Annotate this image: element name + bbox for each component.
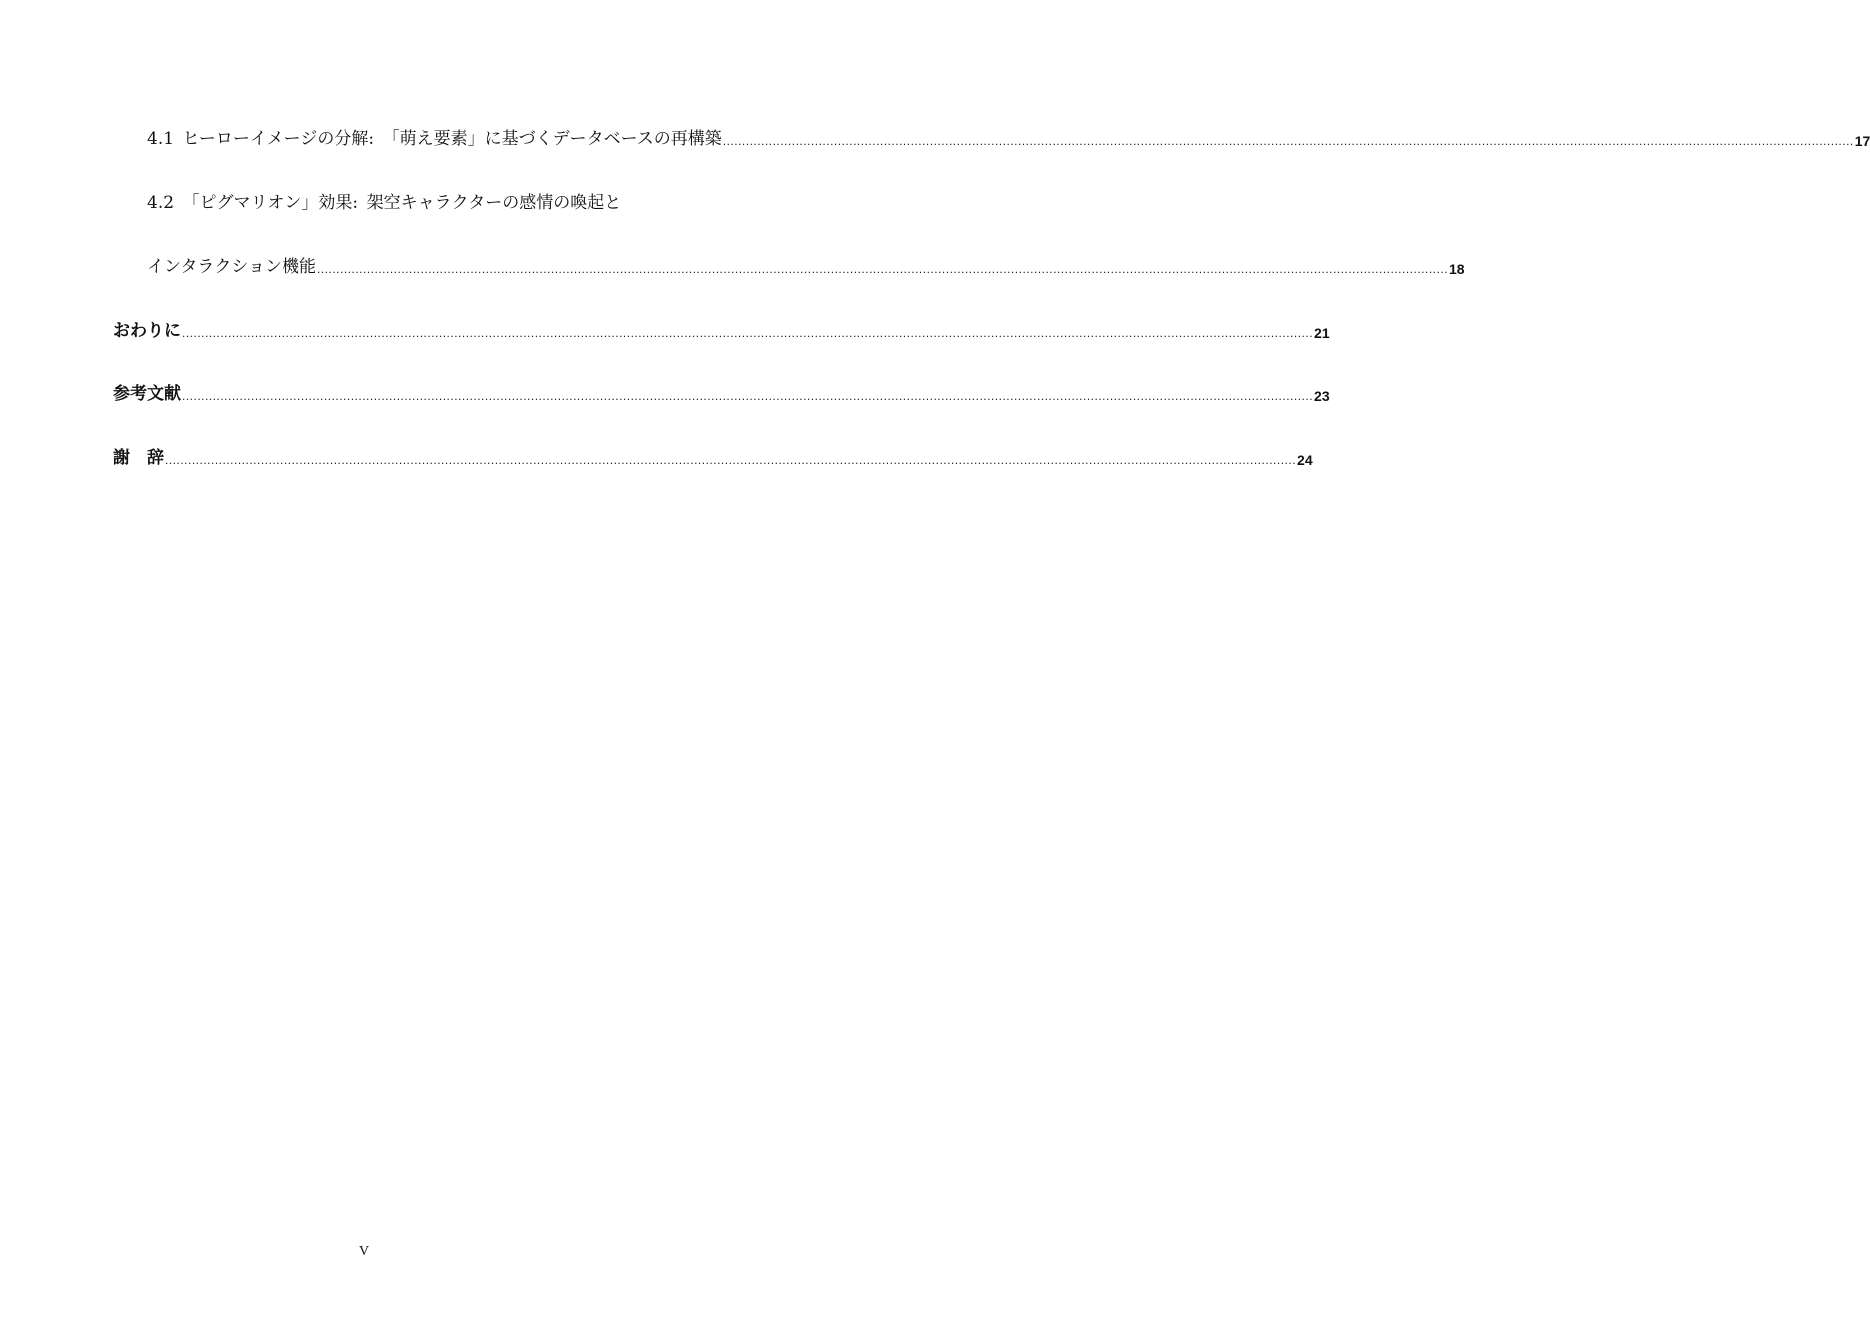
toc-leader-dots: ....................................................................................................................................................................................................................................................................................................... [722,134,1854,148]
toc-page-number: 18 [1449,261,1465,277]
toc-leader-dots: ....................................................................................................................................................................................................................................................................................................... [165,453,1297,467]
toc-entry-acknowledgements[interactable] [113,446,1313,470]
toc-entry-4-2-line2[interactable] [147,255,1465,279]
toc-entry-title: おわりに [113,321,181,341]
toc-page-number: 23 [1314,388,1330,404]
footer-page-number: V [359,1244,370,1259]
toc-entry-title: 4.1 ヒーローイメージの分解: 「萌え要素」に基づくデータベースの再構築 [147,129,722,149]
toc-page-number: 17 [1854,133,1870,149]
toc-leader-dots: ....................................................................................................................................................................................................................................................................................................... [182,389,1314,403]
toc-entry-title: 謝 辞 [113,448,164,468]
toc-entry-4-2-line1[interactable] [147,191,621,215]
toc-leader-dots: ....................................................................................................................................................................................................................................................................................................... [182,326,1314,340]
toc-entry-4-1[interactable] [147,127,1870,151]
toc-entry-conclusion[interactable] [113,319,1330,343]
toc-entry-title: 4.2 「ピグマリオン」効果: 架空キャラクターの感情の喚起と [147,193,622,213]
toc-entry-title: インタラクション機能 [147,257,316,277]
toc-page-number: 21 [1314,325,1330,341]
toc-leader-dots: ....................................................................................................................................................................................................................................................................................................... [316,262,1449,276]
toc-entry-title: 参考文献 [113,384,181,404]
toc-page-number: 24 [1297,452,1313,468]
toc-entry-references[interactable] [113,382,1330,406]
